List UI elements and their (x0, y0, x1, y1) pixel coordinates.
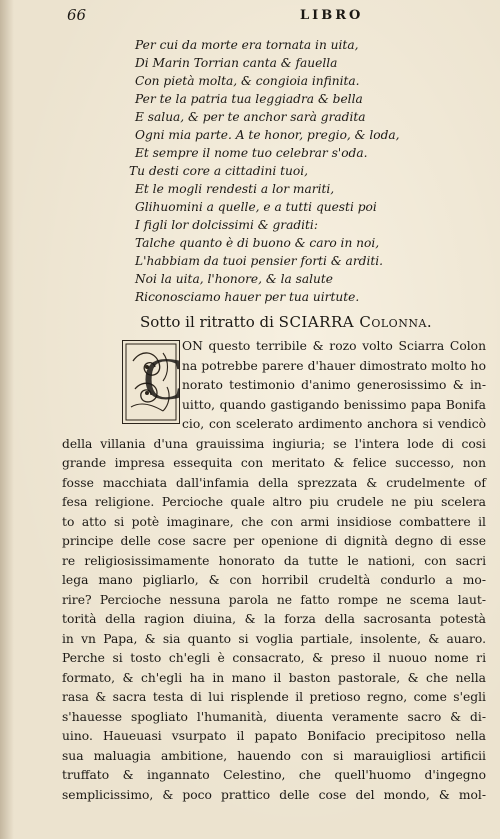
poem-line: Con pietà molta, & congioia infinita. (135, 74, 360, 88)
poem-line: Glihuomini a quelle, e a tutti questi poi (135, 200, 377, 214)
prose-line: to atto si potè imaginare, che con armi insidiose combattere il (62, 514, 486, 529)
prose-line: fosse macchiata dall'infamia della sprezzata & crudelmente of (62, 475, 486, 490)
prose-block (62, 337, 486, 805)
poem-line: Noi la uita, l'honore, & la salute (135, 272, 334, 286)
prose-line: cio, con scelerato ardimento anchora si vendicò (182, 417, 486, 431)
prose-line: torità della ragion diuina, & la forza della sacrosanta potestà (62, 612, 486, 626)
prose-line: rire? Percioche nessuna parola ne fatto rompe ne scema laut- (62, 592, 486, 607)
prose-line: ON questo terribile & rozo volto Sciarra Colon (182, 339, 486, 353)
prose-line: truffato & ingannato Celestino, che quell'huomo d'ingegno (62, 768, 486, 782)
prose-line: rasa & sacra testa di lui risplende il pretioso regno, come s'egli (62, 690, 486, 704)
prose-line: semplicissimo, & poco prattico delle cose del mondo, & mol- (62, 787, 486, 802)
drop-cap-letter: C (143, 346, 184, 412)
poem-line: Per cui da morte era tornata in uita, (135, 38, 359, 52)
poem-line: Per te la patria tua leggiadra & bella (135, 92, 363, 106)
prose-line: lega mano pigliarlo, & con horribil crudeltà condurlo a mo- (62, 573, 486, 587)
poem-line: Ogni mia parte. A te honor, pregio, & loda, (135, 128, 400, 142)
section-title-name: SCIARRA Colonna. (278, 313, 433, 331)
prose-line: uitto, quando gastigando benissimo papa Bonifa (182, 397, 486, 412)
prose-line: formato, & ch'egli ha in mano il baston pastorale, & che nella (62, 670, 486, 685)
poem-block (129, 36, 465, 306)
page-header (0, 6, 500, 24)
prose-line: in vn Papa, & sia quanto si voglia partiale, insolente, & auaro. (62, 631, 486, 646)
section-title (140, 313, 470, 331)
poem-line: E salua, & per te anchor sarà gradita (135, 110, 366, 124)
prose-line: s'hauesse spogliato l'humanità, diuenta veramente sacro & di- (62, 709, 486, 724)
section-title-prefix: Sotto il ritratto di (140, 313, 274, 331)
prose-line: norato testimonio d'animo generosissimo & in- (182, 378, 486, 392)
prose-line: grande impresa essequita con meritato & felice successo, non (62, 456, 486, 470)
prose-line: sua maluagia ambitione, hauendo con si marauigliosi artificii (62, 748, 486, 763)
poem-line: L'habbiam da tuoi pensier forti & arditi. (135, 254, 384, 268)
prose-line: della villania d'una grauissima ingiuria; se l'intera lode di cosi (62, 436, 486, 451)
prose-line: re religiosissimamente honorato da tutte le nationi, con sacri (62, 553, 486, 568)
poem-line: I figli lor dolcissimi & graditi: (135, 218, 318, 232)
prose-line: fesa religione. Percioche quale altro piu crudele ne piu scelera (62, 495, 486, 509)
prose-line: uino. Haueuasi vsurpato il papato Bonifacio precipitoso nella (62, 729, 486, 743)
poem-line: Et sempre il nome tuo celebrar s'oda. (135, 146, 368, 160)
prose-line: na potrebbe parere d'hauer dimostrato molto ho (182, 358, 486, 373)
prose-line: Perche si tosto ch'egli è consacrato, & preso il nuouo nome ri (62, 651, 486, 665)
poem-line: Di Marin Torrian canta & fauella (135, 56, 338, 70)
poem-line: Riconosciamo hauer per tua uirtute. (135, 290, 360, 304)
prose-line: principe delle cose sacre per openione di dignità degno di esse (62, 534, 486, 548)
running-head: LIBRO (300, 8, 364, 23)
poem-line: Tu desti core a cittadini tuoi, (129, 164, 308, 178)
page-number: 66 (67, 6, 87, 24)
poem-line: Talche quanto è di buono & caro in noi, (135, 236, 380, 250)
poem-line: Et le mogli rendesti a lor mariti, (135, 182, 335, 196)
